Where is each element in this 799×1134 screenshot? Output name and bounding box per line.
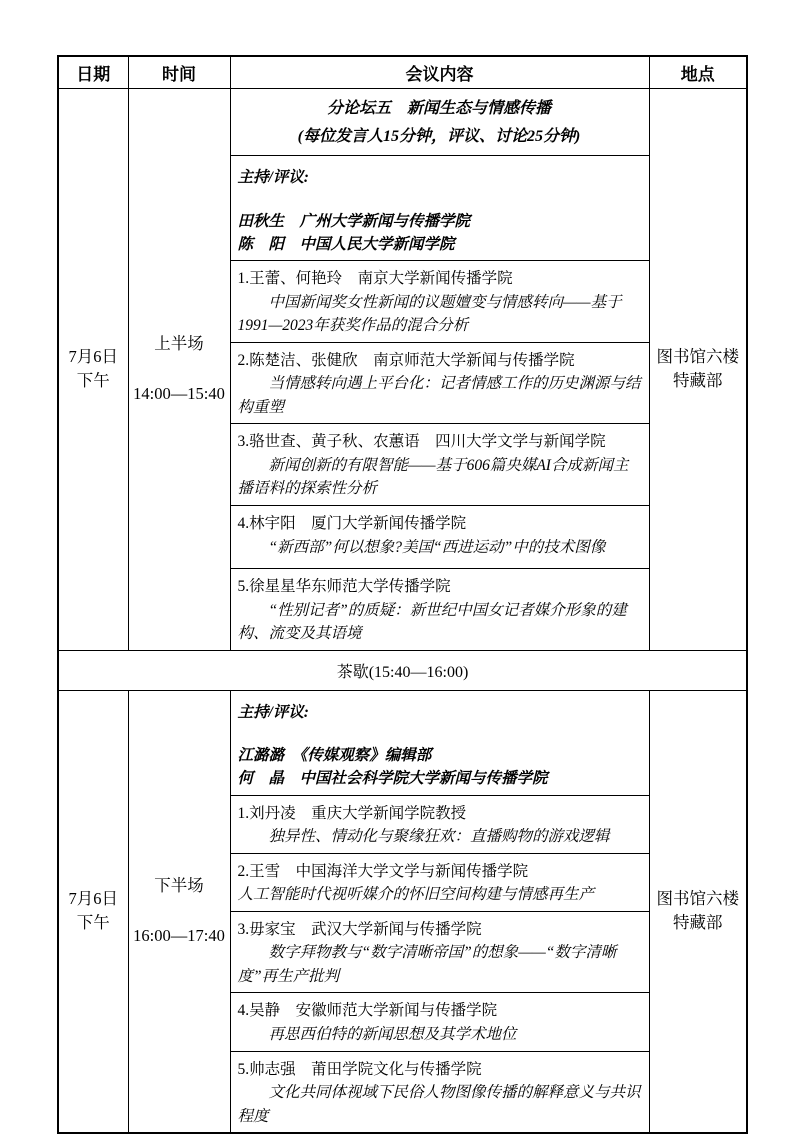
session-time-range: 16:00—17:40 <box>133 926 225 946</box>
session-half-label: 上半场 <box>154 333 204 353</box>
paper-authors: 4.林宇阳 厦门大学新闻传播学院 <box>237 514 467 532</box>
paper-title: 中国新闻奖女性新闻的议题嬗变与情感转向——基于1991—2023年获奖作品的混合分析 <box>237 293 622 335</box>
paper-authors: 1.王蕾、何艳玲 南京大学新闻传播学院 <box>237 270 513 288</box>
date-line-2: 下午 <box>76 913 110 933</box>
paper-title: 再思西伯特的新闻思想及其学术地位 <box>268 1026 517 1044</box>
paper-authors: 5.徐星星华东师范大学传播学院 <box>237 577 451 595</box>
paper-row <box>230 261 649 343</box>
paper-title: 新闻创新的有限智能——基于606篇央媒AI合成新闻主播语料的探索性分析 <box>237 456 629 498</box>
paper-row <box>230 505 649 568</box>
paper-row <box>230 424 649 506</box>
date-line-2: 下午 <box>76 371 110 391</box>
host-cell <box>230 156 649 261</box>
date-cell <box>58 690 128 1133</box>
table-header-row <box>58 56 747 89</box>
forum-note: (每位发言人15分钟，评议、讨论25分钟) <box>297 128 581 145</box>
paper-title: 当情感转向遇上平台化：记者情感工作的历史渊源与结构重塑 <box>237 375 641 416</box>
paper-title: “性别记者”的质疑：新世纪中国女记者媒介形象的建构、流变及其语境 <box>237 601 627 643</box>
location-line-1: 图书馆六楼 <box>656 888 739 908</box>
date-line-1: 7月6日 <box>68 346 118 366</box>
time-cell <box>128 89 230 651</box>
paper-row <box>230 1051 649 1133</box>
paper-authors: 2.陈楚洁、张健欣 南京师范大学新闻与传播学院 <box>237 351 575 369</box>
paper-title: 数字拜物教与“数字清晰帝国”的想象——“数字清晰度”再生产批判 <box>237 944 617 985</box>
location-cell <box>649 690 747 1133</box>
paper-title: 文化共同体视域下民俗人物图像传播的解释意义与共识程度 <box>237 1084 641 1125</box>
host-cell <box>230 690 649 795</box>
paper-title: “新西部”何以想象?美国“西进运动”中的技术图像 <box>268 538 606 556</box>
forum-title: 分论坛五 新闻生态与情感传播 <box>326 100 551 117</box>
paper-title: 独异性、情动化与聚缘狂欢：直播购物的游戏逻辑 <box>268 828 610 846</box>
paper-row <box>230 993 649 1051</box>
host-name: 江潞潞 《传媒观察》编辑部 <box>237 747 432 765</box>
tea-break-row: 茶歇(15:40—16:00) <box>58 650 747 690</box>
paper-authors: 5.帅志强 莆田学院文化与传播学院 <box>237 1060 482 1078</box>
paper-row <box>230 853 649 911</box>
host-label: 主持/评议: <box>237 169 309 186</box>
header-date: 日期 <box>58 56 128 89</box>
paper-row <box>230 342 649 424</box>
header-location: 地点 <box>649 56 747 89</box>
header-content: 会议内容 <box>230 56 649 89</box>
session-time-range: 14:00—15:40 <box>133 384 225 404</box>
paper-row <box>230 911 649 993</box>
host-label: 主持/评议: <box>237 703 309 721</box>
paper-authors: 4.吴静 安徽师范大学新闻与传播学院 <box>237 1002 498 1020</box>
forum-title-cell <box>230 89 649 156</box>
host-name: 陈 阳 中国人民大学新闻学院 <box>237 235 455 253</box>
paper-authors: 2.王雪 中国海洋大学文学与新闻传播学院 <box>237 862 529 880</box>
paper-authors: 3.骆世查、黄子秋、农蕙语 四川大学文学与新闻学院 <box>237 433 606 451</box>
paper-row <box>230 795 649 853</box>
location-line-2: 特藏部 <box>673 913 723 933</box>
location-cell <box>649 89 747 651</box>
host-name: 何 晶 中国社会科学院大学新闻与传播学院 <box>237 770 548 788</box>
location-line-2: 特藏部 <box>673 371 723 391</box>
header-time: 时间 <box>128 56 230 89</box>
date-cell <box>58 89 128 651</box>
host-name: 田秋生 广州大学新闻与传播学院 <box>237 212 471 230</box>
paper-authors: 1.刘丹凌 重庆大学新闻学院教授 <box>237 804 467 822</box>
time-cell <box>128 690 230 1133</box>
paper-authors: 3.毋家宝 武汉大学新闻与传播学院 <box>237 920 482 938</box>
schedule-table <box>57 55 748 1134</box>
paper-title: 人工智能时代视听媒介的怀旧空间构建与情感再生产 <box>237 886 595 904</box>
date-line-1: 7月6日 <box>68 888 118 908</box>
paper-row <box>230 568 649 650</box>
session-half-label: 下半场 <box>154 875 204 895</box>
location-line-1: 图书馆六楼 <box>656 346 739 366</box>
